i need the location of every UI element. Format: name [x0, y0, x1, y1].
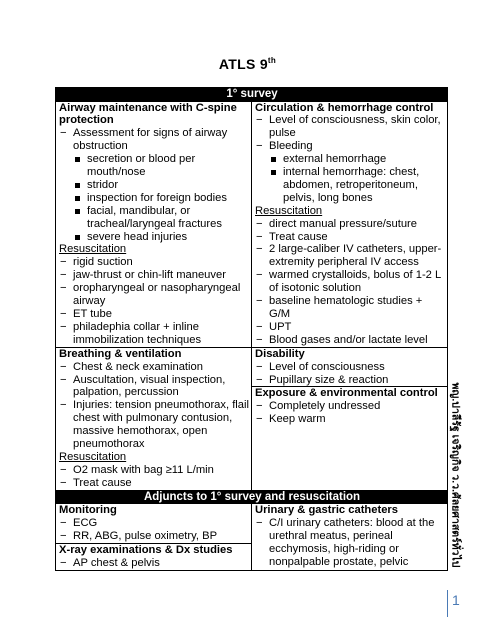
- disability-exposure-cell: [252, 347, 448, 490]
- list-item: − O2 mask with bag ≥11 L/min: [59, 464, 249, 477]
- airway-cell: [56, 101, 252, 347]
- circulation-resuscitation-label: Resuscitation: [255, 204, 323, 217]
- list-item: − warmed crystalloids, bolus of 1-2 L of isotonic solution: [255, 269, 445, 295]
- list-item: − UPT: [255, 321, 445, 334]
- urinary-heading: Urinary & gastric catheters: [255, 504, 399, 517]
- list-item: − jaw-thrust or chin-lift maneuver: [59, 269, 249, 282]
- list-item: − 2 large-caliber IV catheters, upper-extremity peripheral IV access: [255, 243, 445, 269]
- list-item: − Auscultation, visual inspection, palpation, percussion: [59, 374, 249, 400]
- list-item: − oropharyngeal or nasopharyngeal airway: [59, 282, 249, 308]
- adjuncts-header: Adjuncts to 1° survey and resuscitation: [56, 490, 448, 504]
- list-item: secretion or blood per mouth/nose: [59, 153, 249, 179]
- list-item: − Treat cause: [255, 231, 445, 244]
- list-item: stridor: [59, 179, 249, 192]
- author-sidebar: [443, 355, 469, 595]
- list-item: severe head injuries: [59, 231, 249, 244]
- list-item: − Keep warm: [255, 413, 445, 426]
- monitoring-heading: Monitoring: [59, 504, 117, 517]
- atls-table: [55, 87, 448, 571]
- list-item: − philadephia collar + inline immobilization techniques: [59, 321, 249, 347]
- airway-heading: Airway maintenance with C-spine protection: [59, 101, 237, 127]
- author-credit: พญ.ปาลีรัฐ เจริญกิจ ว.ว.ศัลยศาสตร์ทั่วไป: [449, 382, 462, 568]
- list-item: − Level of consciousness, skin color, pulse: [255, 114, 445, 140]
- list-item: − RR, ABG, pulse oximetry, BP: [59, 530, 249, 543]
- airway-resuscitation-label: Resuscitation: [59, 243, 127, 256]
- page-number-divider: [447, 590, 448, 617]
- list-item: inspection for foreign bodies: [59, 192, 249, 205]
- list-item: − Treat cause: [59, 477, 249, 490]
- breathing-resuscitation-label: Resuscitation: [59, 450, 127, 463]
- xray-heading: X-ray examinations & Dx studies: [59, 543, 233, 556]
- list-item: facial, mandibular, or tracheal/laryngeal fractures: [59, 205, 249, 231]
- page-title: [0, 56, 495, 72]
- list-item: − C/I urinary catheters: blood at the urethral meatus, perineal ecchymosis, high-riding or nonpalpable prostate, pelvic: [255, 517, 445, 569]
- list-item: − direct manual pressure/suture: [255, 218, 445, 231]
- title-superscript: th: [267, 56, 277, 65]
- breathing-cell: [56, 347, 252, 490]
- list-item: − Blood gases and/or lactate level: [255, 334, 445, 347]
- list-item: − Level of consciousness: [255, 361, 445, 374]
- disability-heading: Disability: [255, 347, 305, 360]
- list-item: − AP chest & pelvis: [59, 557, 249, 570]
- list-item: − rigid suction: [59, 256, 249, 269]
- xray-section: [56, 543, 251, 570]
- list-item: − ET tube: [59, 308, 249, 321]
- list-item: − Completely undressed: [255, 400, 445, 413]
- list-item: − Injuries: tension pneumothorax, flail chest with pulmonary contusion, massive hemothorax, open pneumothorax: [59, 399, 249, 451]
- list-item: − Chest & neck examination: [59, 361, 249, 374]
- list-item: − Assessment for signs of airway obstruction: [59, 127, 249, 153]
- circulation-heading: Circulation & hemorrhage control: [255, 101, 434, 114]
- exposure-section: [252, 386, 447, 426]
- list-item: − Bleeding: [255, 140, 445, 153]
- list-item: − baseline hematologic studies + G/M: [255, 295, 445, 321]
- urinary-cell: [252, 504, 448, 571]
- primary-survey-header: 1° survey: [56, 88, 448, 102]
- exposure-heading: Exposure & environmental control: [255, 387, 438, 400]
- monitoring-cell: [56, 504, 252, 571]
- circulation-cell: [252, 101, 448, 347]
- title-text: ATLS 9: [218, 56, 268, 72]
- list-item: external hemorrhage: [255, 153, 445, 166]
- page-number: 1: [452, 592, 460, 608]
- breathing-heading: Breathing & ventilation: [59, 347, 182, 360]
- list-item: − ECG: [59, 517, 249, 530]
- list-item: internal hemorrhage: chest, abdomen, retroperitoneum, pelvis, long bones: [255, 166, 445, 205]
- list-item: − Pupillary size & reaction: [255, 374, 445, 387]
